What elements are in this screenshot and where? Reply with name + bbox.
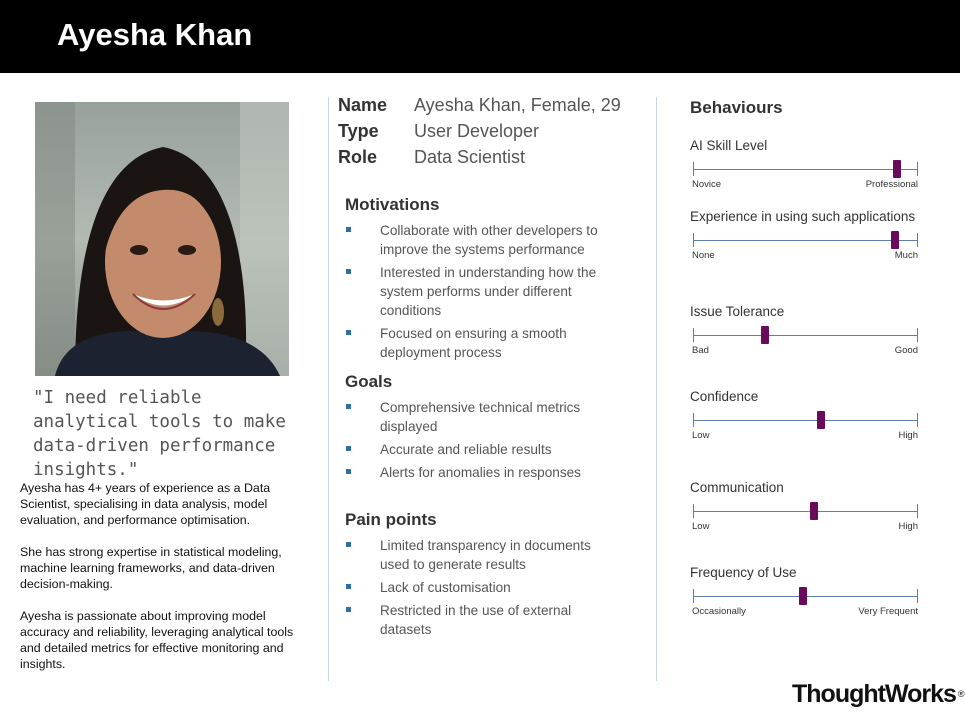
slider-track <box>693 420 917 421</box>
list-item: Interested in understanding how the system performs under different conditions <box>345 263 615 320</box>
list-item: Limited transparency in documents used to generate results <box>345 536 615 574</box>
list-item: Restricted in the use of external datasets <box>345 601 615 639</box>
slider-thumb <box>761 326 769 344</box>
motivations-section <box>345 195 615 366</box>
goals-section <box>345 372 615 486</box>
motivations-list <box>345 221 615 362</box>
slider-max-label: Very Frequent <box>858 606 918 617</box>
slider-max-label: Much <box>894 250 918 261</box>
slider-thumb <box>799 587 807 605</box>
slider-tick-start <box>693 589 694 603</box>
info-value: Data Scientist <box>414 147 526 167</box>
slider-label: AI Skill Level <box>690 138 768 153</box>
pain-points-section <box>345 510 615 643</box>
slider-min-label: Bad <box>692 345 709 356</box>
list-item: Alerts for anomalies in responses <box>345 463 615 482</box>
slider-label: Issue Tolerance <box>690 304 785 319</box>
behaviour-slider-communication <box>690 480 920 532</box>
slider-max-label: Good <box>894 345 918 356</box>
list-item: Comprehensive technical metrics displayed <box>345 398 615 436</box>
slider-track <box>693 335 917 336</box>
registered-mark: ® <box>957 689 965 699</box>
slider-track <box>693 169 917 170</box>
logo-text: ThoughtWorks <box>792 680 956 708</box>
behaviour-slider-ai-skill <box>690 138 920 190</box>
slider-thumb <box>810 502 818 520</box>
slider-thumb <box>893 160 901 178</box>
slider-tick-end <box>917 504 918 518</box>
column-divider <box>328 97 329 681</box>
slider-min-label: Low <box>692 430 710 441</box>
slider-label: Confidence <box>690 389 759 404</box>
info-key: Name <box>338 95 388 115</box>
slider-min-label: Novice <box>692 179 722 190</box>
slider-tick-end <box>917 233 918 247</box>
slider-label: Experience in using such applications <box>690 209 916 224</box>
section-title: Motivations <box>345 195 440 214</box>
bio-paragraph: She has strong expertise in statistical modeling, machine learning frameworks, and data-driven decision-making. <box>20 545 282 591</box>
persona-name-title: Ayesha Khan <box>57 17 253 52</box>
pain-points-list <box>345 536 615 639</box>
slider-track <box>693 240 917 241</box>
slider-max-label: High <box>898 430 918 441</box>
info-value: Ayesha Khan, Female, 29 <box>414 95 621 115</box>
persona-quote: "I need reliable analytical tools to make data-driven performance insights." <box>33 388 286 480</box>
column-divider <box>656 97 657 681</box>
slider-thumb <box>817 411 825 429</box>
slider-label: Communication <box>690 480 784 495</box>
goals-list <box>345 398 615 482</box>
slider-track <box>693 511 917 512</box>
slider-max-label: High <box>898 521 918 532</box>
behaviour-slider-experience <box>690 209 920 261</box>
slider-tick-start <box>693 162 694 176</box>
section-title: Pain points <box>345 510 437 529</box>
info-row-type <box>338 121 621 147</box>
behaviour-slider-confidence <box>690 389 920 441</box>
info-value: User Developer <box>414 121 540 141</box>
slider-tick-end <box>917 413 918 427</box>
slider-tick-start <box>693 413 694 427</box>
behaviour-slider-issue-tolerance <box>690 304 920 356</box>
info-key: Role <box>338 147 378 167</box>
slider-min-label: Low <box>692 521 710 532</box>
slider-min-label: Occasionally <box>692 606 746 617</box>
persona-info <box>338 95 621 173</box>
slider-label: Frequency of Use <box>690 565 797 580</box>
slider-tick-end <box>917 328 918 342</box>
slider-tick-end <box>917 162 918 176</box>
behaviours-title: Behaviours <box>690 98 783 117</box>
slider-tick-start <box>693 328 694 342</box>
header-bar <box>0 0 960 73</box>
info-row-role <box>338 147 621 173</box>
persona-bio <box>20 480 295 688</box>
list-item: Collaborate with other developers to improve the systems performance <box>345 221 615 259</box>
list-item: Focused on ensuring a smooth deployment process <box>345 324 615 362</box>
section-title: Goals <box>345 372 393 391</box>
behaviour-slider-frequency <box>690 565 920 617</box>
slider-tick-start <box>693 504 694 518</box>
info-row-name <box>338 95 621 121</box>
bio-paragraph: Ayesha has 4+ years of experience as a Data Scientist, specialising in data analysis, model evaluation, and performance optimisation. <box>20 481 271 527</box>
list-item: Lack of customisation <box>345 578 615 597</box>
slider-max-label: Professional <box>865 179 918 190</box>
slider-thumb <box>891 231 899 249</box>
slider-min-label: None <box>692 250 715 261</box>
thoughtworks-logo <box>792 680 963 709</box>
slider-tick-end <box>917 589 918 603</box>
persona-photo <box>35 102 289 376</box>
list-item: Accurate and reliable results <box>345 440 615 459</box>
info-key: Type <box>338 121 379 141</box>
bio-paragraph: Ayesha is passionate about improving model accuracy and reliability, leveraging analytical tools and detailed metrics for effective monitoring and insights. <box>20 609 294 671</box>
slider-tick-start <box>693 233 694 247</box>
